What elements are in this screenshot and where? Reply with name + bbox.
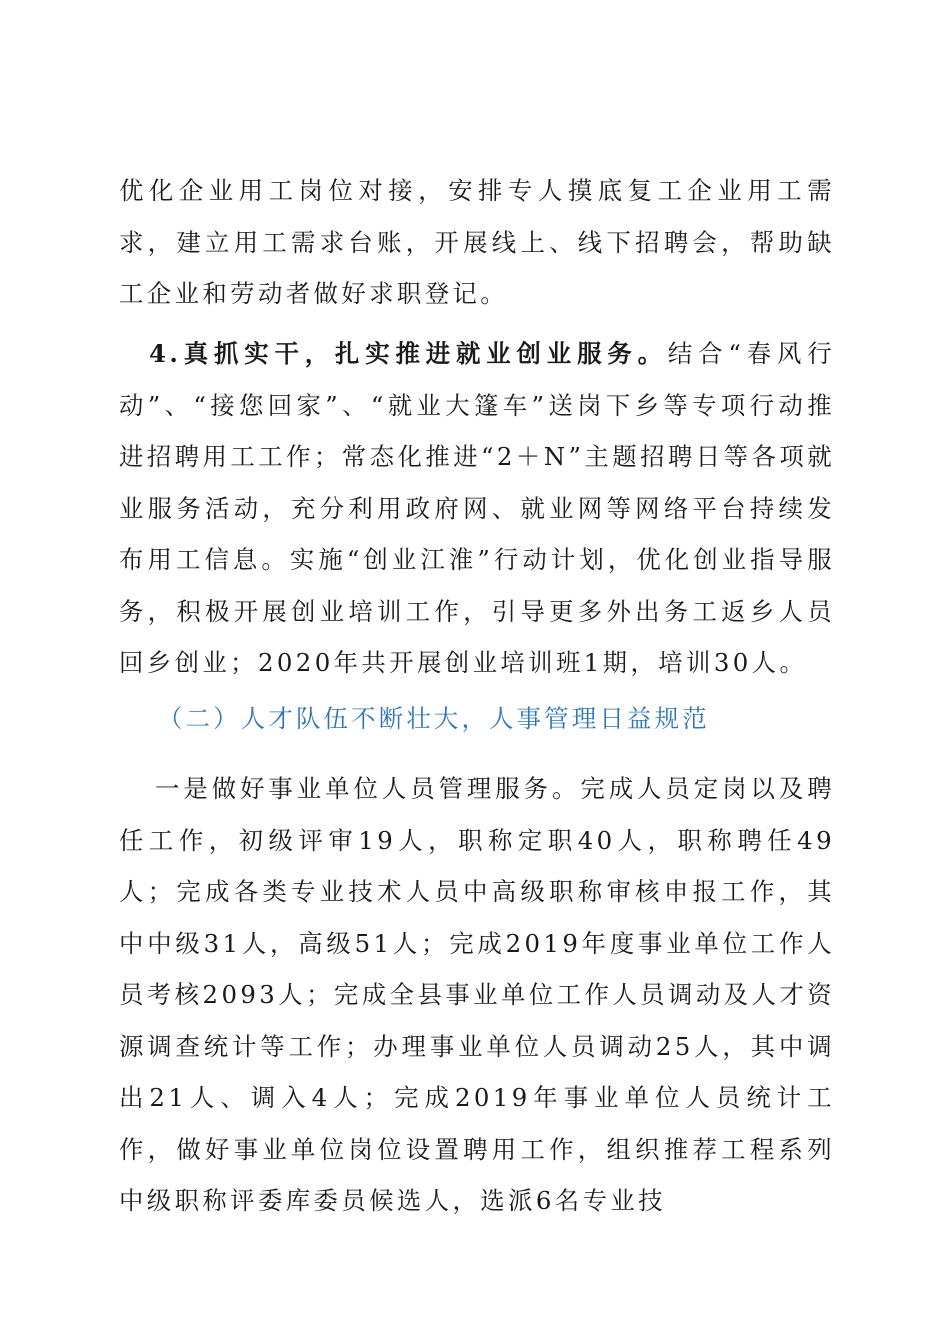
section-4-body: 结合“春风行动”、“接您回家”、“就业大篷车”送岗下乡等专项行动推进招聘用工工作；常态化推进“2＋N”主题招聘日等各项就业服务活动，充分利用政府网、就业网等网络平台持续发布用工信息。实施“创业江淮”行动计划，优化创业指导服务，积极开展创业培训工作，引导更多外出务工返乡人员回乡创业；2020年共开展创业培训班1期，培训30人。 [119,339,835,677]
paragraph-section-4 [119,328,835,689]
section-heading-2: （二）人才队伍不断壮大，人事管理日益规范 [158,704,710,733]
paragraph-continuation: 优化企业用工岗位对接，安排专人摸底复工企业用工需求，建立用工需求台账，开展线上、线下招聘会，帮助缺工企业和劳动者做好求职登记。 [119,176,835,308]
paragraph-personnel: 一是做好事业单位人员管理服务。完成人员定岗以及聘任工作，初级评审19人，职称定职40人，职称聘任49人；完成各类专业技术人员中高级职称审核申报工作，其中中级31人，高级51人；完成2019年度事业单位工作人员考核2093人；完成全县事业单位工作人员调动及人才资源调查统计等工作；办理事业单位人员调动25人，其中调出21人、调入4人；完成2019年事业单位人员统计工作，做好事业单位岗位设置聘用工作，组织推荐工程系列中级职称评委库委员候选人，选派6名专业技 [119,774,835,1215]
section-4-lead: 4.真抓实干，扎实推进就业创业服务。 [149,339,668,368]
